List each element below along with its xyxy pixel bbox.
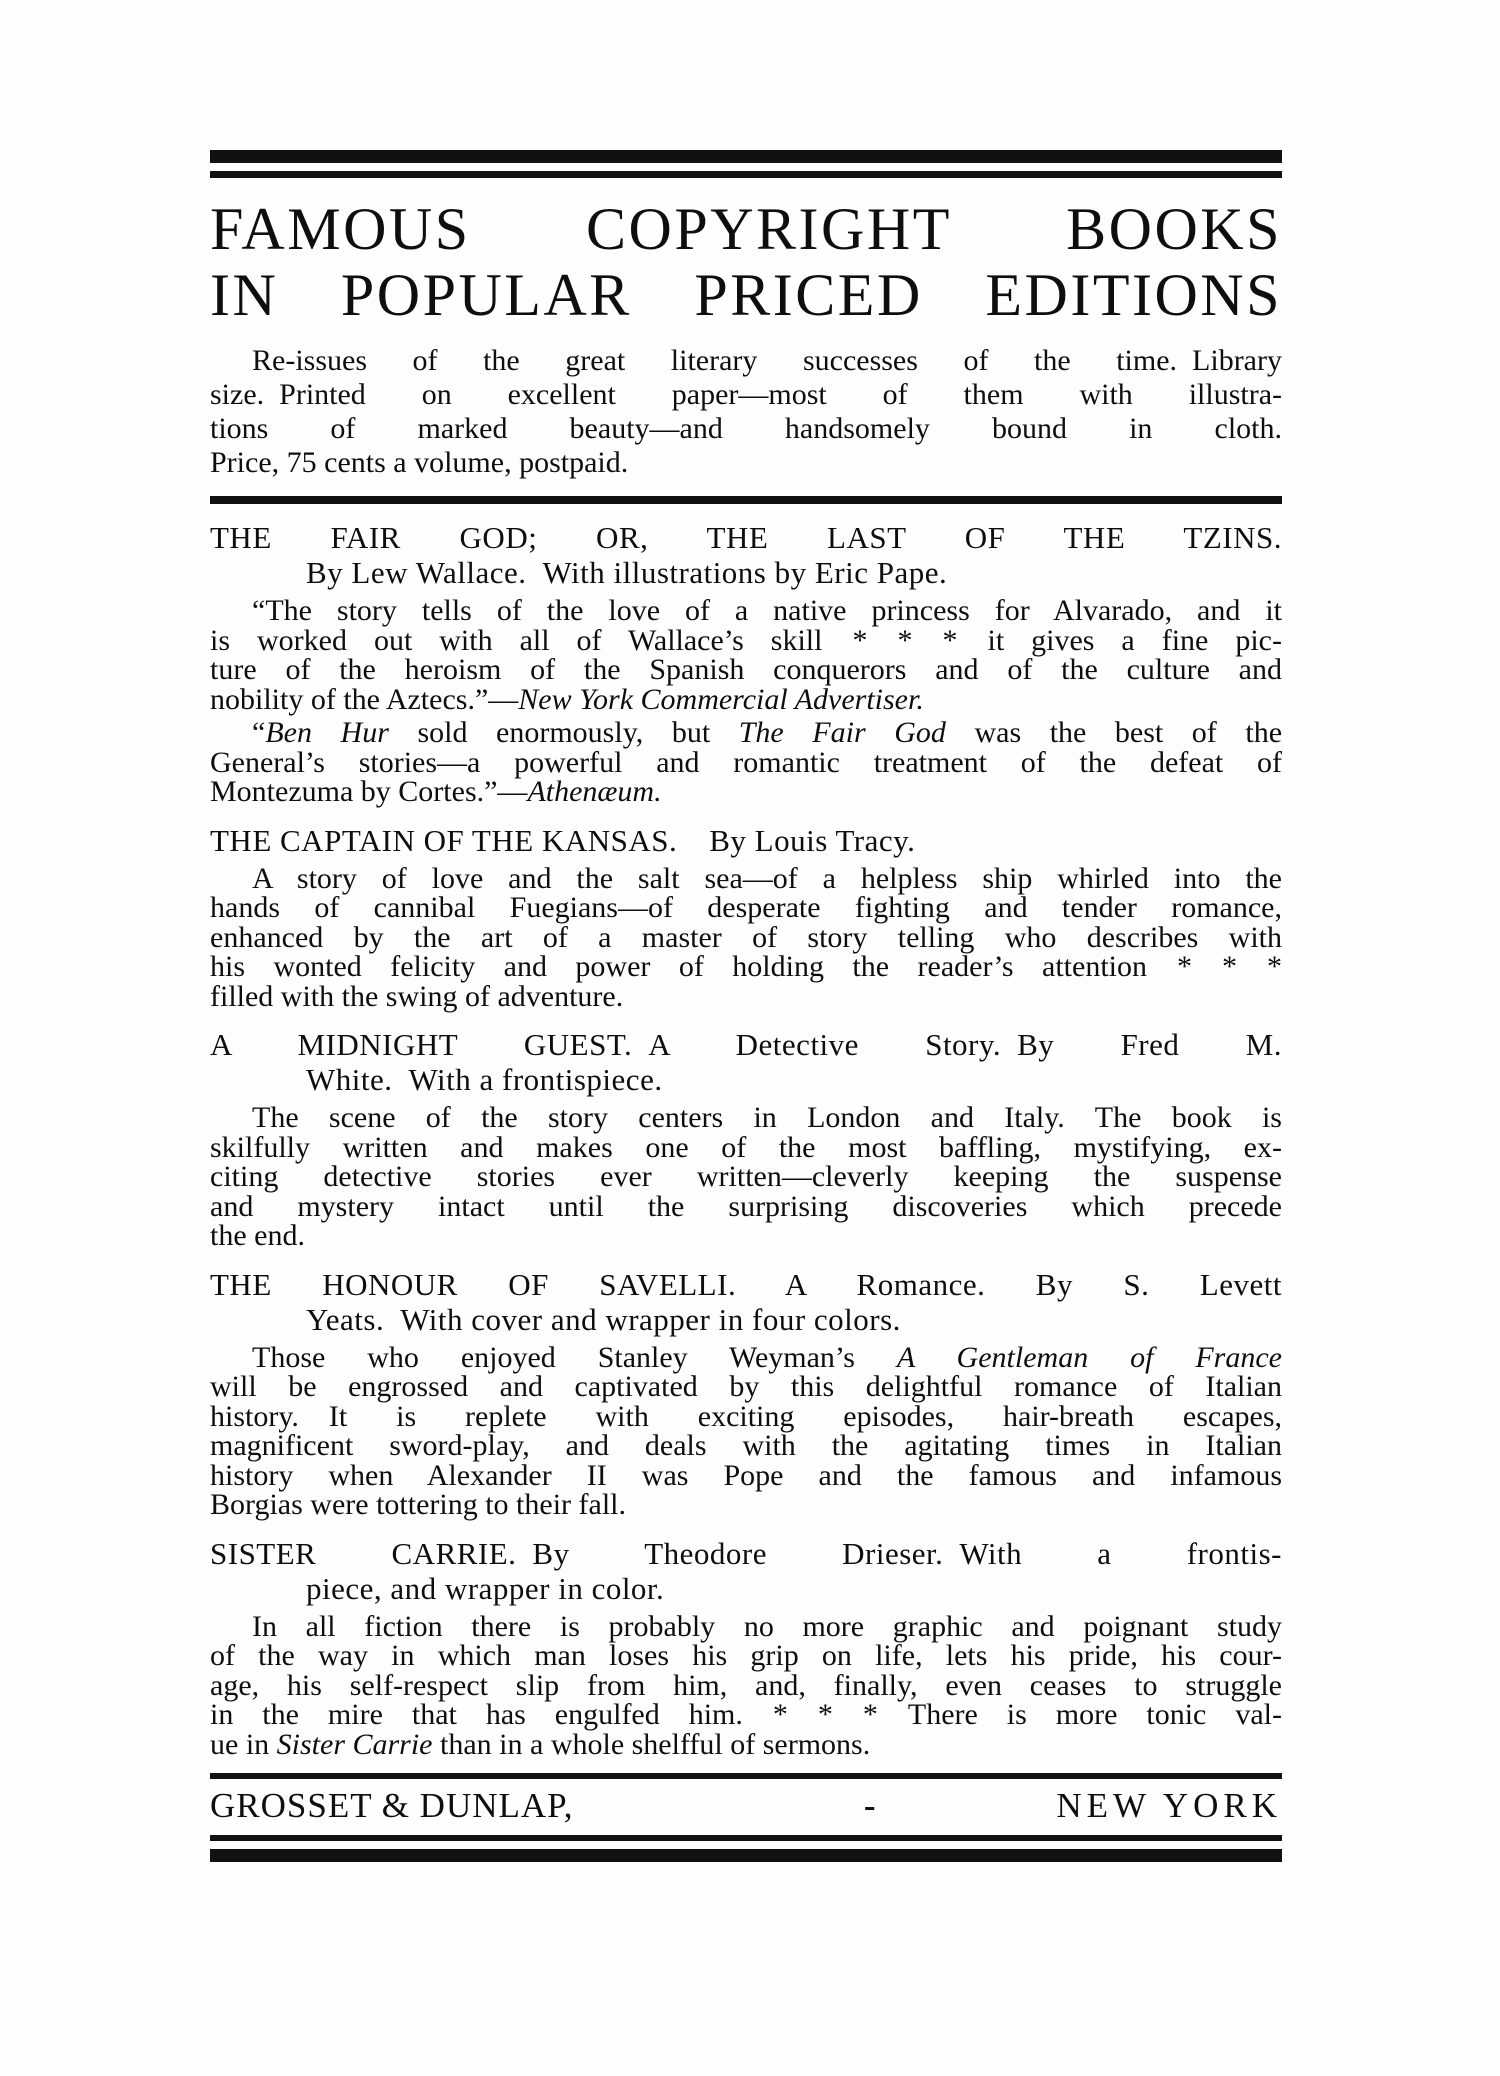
text-segment: sold enormously, but	[388, 716, 739, 749]
text-segment: skilfully written and makes one of the most baffling, mystifying, ex-	[210, 1130, 1282, 1164]
text-segment: and mystery intact until the surprising discoveries which precede	[210, 1189, 1282, 1223]
book-title-line	[210, 823, 1282, 858]
title-line: IN POPULAR PRICED EDITIONS	[210, 262, 1282, 328]
paragraph-line	[210, 596, 1282, 626]
paragraph-line	[210, 682, 1282, 716]
paragraph-line	[210, 1130, 1282, 1164]
text-segment: piece, and wrapper in color.	[306, 1570, 665, 1606]
paragraph-line	[210, 1372, 1282, 1402]
text-segment: Yeats. With cover and wrapper in four colors.	[306, 1301, 901, 1337]
book-list	[210, 520, 1282, 1759]
book-paragraph	[210, 1340, 1282, 1521]
book-heading	[210, 823, 1282, 858]
italic-citation: Sister Carrie	[276, 1727, 433, 1761]
intro-line	[210, 344, 1282, 378]
paragraph-line	[210, 861, 1282, 895]
text-segment: is worked out with all of Wallace’s skill * * * it gives a fine pic-	[210, 623, 1282, 657]
intro-line	[210, 446, 1282, 480]
text-segment: Montezuma by Cortes.”—	[210, 775, 528, 808]
text-segment: General’s stories—a powerful and romantic treatment of the defeat of	[210, 745, 1282, 779]
paragraph-line	[210, 1189, 1282, 1223]
text-segment: A MIDNIGHT GUEST. A Detective Story. By Fred M.	[210, 1027, 1282, 1062]
book-paragraph	[210, 596, 1282, 714]
text-segment: filled with the swing of adventure.	[210, 979, 624, 1013]
text-segment: The scene of the story centers in London and Italy. The book is	[252, 1101, 1282, 1134]
paragraph-line	[210, 777, 1282, 807]
book-heading	[210, 1267, 1282, 1337]
text-segment: nobility of the Aztecs.”—	[210, 682, 519, 716]
paragraph-line	[210, 1431, 1282, 1461]
text-column	[210, 0, 1282, 1862]
publisher-city: NEW YORK	[1056, 1786, 1282, 1825]
text-segment: size. Printed on excellent paper—most of them with illustra-	[210, 378, 1282, 411]
text-segment: the end.	[210, 1219, 305, 1252]
paragraph-line	[210, 1221, 1282, 1251]
text-segment: Those who enjoyed Stanley Weyman’s	[252, 1340, 897, 1374]
paragraph-line	[210, 718, 1282, 748]
paragraph-line	[210, 623, 1282, 657]
publisher-line	[210, 1779, 1282, 1835]
intro-paragraph	[210, 344, 1282, 480]
text-segment: Borgias were tottering to their fall.	[210, 1488, 627, 1521]
text-segment: In all fiction there is probably no more graphic and poignant study	[252, 1609, 1282, 1643]
publisher-name: GROSSET & DUNLAP,	[210, 1786, 574, 1825]
paragraph-line	[210, 1727, 1282, 1761]
italic-citation: New York Commercial Advertiser.	[518, 682, 924, 716]
title-line: FAMOUS COPYRIGHT BOOKS	[210, 196, 1282, 262]
book-paragraph	[210, 1103, 1282, 1251]
page-title	[210, 196, 1282, 328]
top-border-thick-rule	[210, 150, 1282, 163]
paragraph-line	[210, 920, 1282, 954]
book-heading	[210, 1536, 1282, 1606]
book-title-line	[210, 1571, 1282, 1606]
book-title-line	[210, 555, 1282, 590]
paragraph-line	[210, 1162, 1282, 1192]
top-border-thin-rule	[210, 171, 1282, 178]
text-segment: SISTER CARRIE. By Theodore Drieser. With a frontis-	[210, 1535, 1282, 1571]
text-segment: THE CAPTAIN OF THE KANSAS. By Louis Tracy.	[210, 822, 916, 858]
book-entry	[210, 520, 1282, 807]
section-divider-rule	[210, 496, 1282, 504]
book-paragraph	[210, 1609, 1282, 1761]
book-title-line	[210, 520, 1282, 555]
book-paragraph	[210, 861, 1282, 1013]
text-segment: THE FAIR GOD; OR, THE LAST OF THE TZINS.	[210, 520, 1282, 555]
text-segment: Price, 75 cents a volume, postpaid.	[210, 446, 629, 479]
text-segment: ture of the heroism of the Spanish conquerors and of the culture and	[210, 653, 1282, 686]
footer	[210, 1773, 1282, 1862]
paragraph-line	[210, 1641, 1282, 1671]
italic-citation: The Fair God	[738, 716, 946, 749]
text-segment: ue in	[210, 1727, 277, 1761]
text-segment: history when Alexander II was Pope and the famous and infamous	[210, 1458, 1282, 1492]
paragraph-line	[210, 1399, 1282, 1433]
book-title-line	[210, 1536, 1282, 1571]
paragraph-line	[210, 1490, 1282, 1520]
italic-citation: Athenæum.	[527, 775, 662, 808]
text-segment: magnificent sword-play, and deals with the agitating times in Italian	[210, 1429, 1282, 1462]
text-segment: White. With a frontispiece.	[306, 1062, 663, 1097]
text-segment: than in a whole shelfful of sermons.	[432, 1727, 871, 1761]
text-segment: of the way in which man loses his grip on life, lets his pride, his cour-	[210, 1639, 1282, 1672]
text-segment: in the mire that has engulfed him. * * * There is more tonic val-	[210, 1698, 1282, 1731]
paragraph-line	[210, 1668, 1282, 1702]
book-entry	[210, 1267, 1282, 1520]
paragraph-line	[210, 655, 1282, 685]
paragraph-line	[210, 1458, 1282, 1492]
text-segment: will be engrossed and captivated by this delightful romance of Italian	[210, 1370, 1282, 1403]
text-segment: his wonted felicity and power of holding the reader’s attention * * *	[210, 950, 1282, 983]
text-segment: age, his self-respect slip from him, and, finally, even ceases to struggle	[210, 1668, 1282, 1702]
text-segment: enhanced by the art of a master of story telling who describes with	[210, 920, 1282, 954]
book-heading	[210, 520, 1282, 590]
italic-citation: Ben Hur	[265, 716, 389, 749]
intro-line	[210, 412, 1282, 446]
text-segment: citing detective stories ever written—cleverly keeping the suspense	[210, 1160, 1282, 1193]
text-segment: history. It is replete with exciting episodes, hair-breath escapes,	[210, 1399, 1282, 1433]
book-title-line	[210, 1027, 1282, 1062]
paragraph-line	[210, 893, 1282, 923]
text-segment: By Lew Wallace. With illustrations by Eric Pape.	[306, 555, 948, 590]
text-segment: “The story tells of the love of a native princess for Alvarado, and it	[252, 594, 1282, 627]
paragraph-line	[210, 1340, 1282, 1374]
paragraph-line	[210, 979, 1282, 1013]
book-entry	[210, 823, 1282, 1012]
paragraph-line	[210, 952, 1282, 982]
text-segment: THE HONOUR OF SAVELLI. A Romance. By S. Levett	[210, 1266, 1282, 1302]
italic-citation: A Gentleman of France	[896, 1340, 1282, 1374]
paragraph-line	[210, 745, 1282, 779]
book-entry	[210, 1536, 1282, 1760]
text-segment: A story of love and the salt sea—of a helpless ship whirled into the	[252, 861, 1282, 895]
text-segment: hands of cannibal Fuegians—of desperate fighting and tender romance,	[210, 891, 1282, 924]
paragraph-line	[210, 1609, 1282, 1643]
paragraph-line	[210, 1103, 1282, 1133]
text-segment: was the best of the	[945, 716, 1283, 749]
footer-bottom-thick-rule	[210, 1849, 1282, 1862]
book-title-line	[210, 1267, 1282, 1302]
book-title-line	[210, 1302, 1282, 1337]
text-segment: Re-issues of the great literary successes of the time. Library	[252, 344, 1282, 377]
footer-bottom-thin-rule	[210, 1835, 1282, 1841]
intro-line	[210, 378, 1282, 412]
book-heading	[210, 1027, 1282, 1097]
text-segment: “	[252, 716, 266, 749]
book-paragraph	[210, 718, 1282, 807]
text-segment: tions of marked beauty—and handsomely bound in cloth.	[210, 412, 1282, 445]
book-title-line	[210, 1062, 1282, 1097]
separator-dash: -	[863, 1786, 876, 1825]
paragraph-line	[210, 1700, 1282, 1730]
book-entry	[210, 1027, 1282, 1251]
